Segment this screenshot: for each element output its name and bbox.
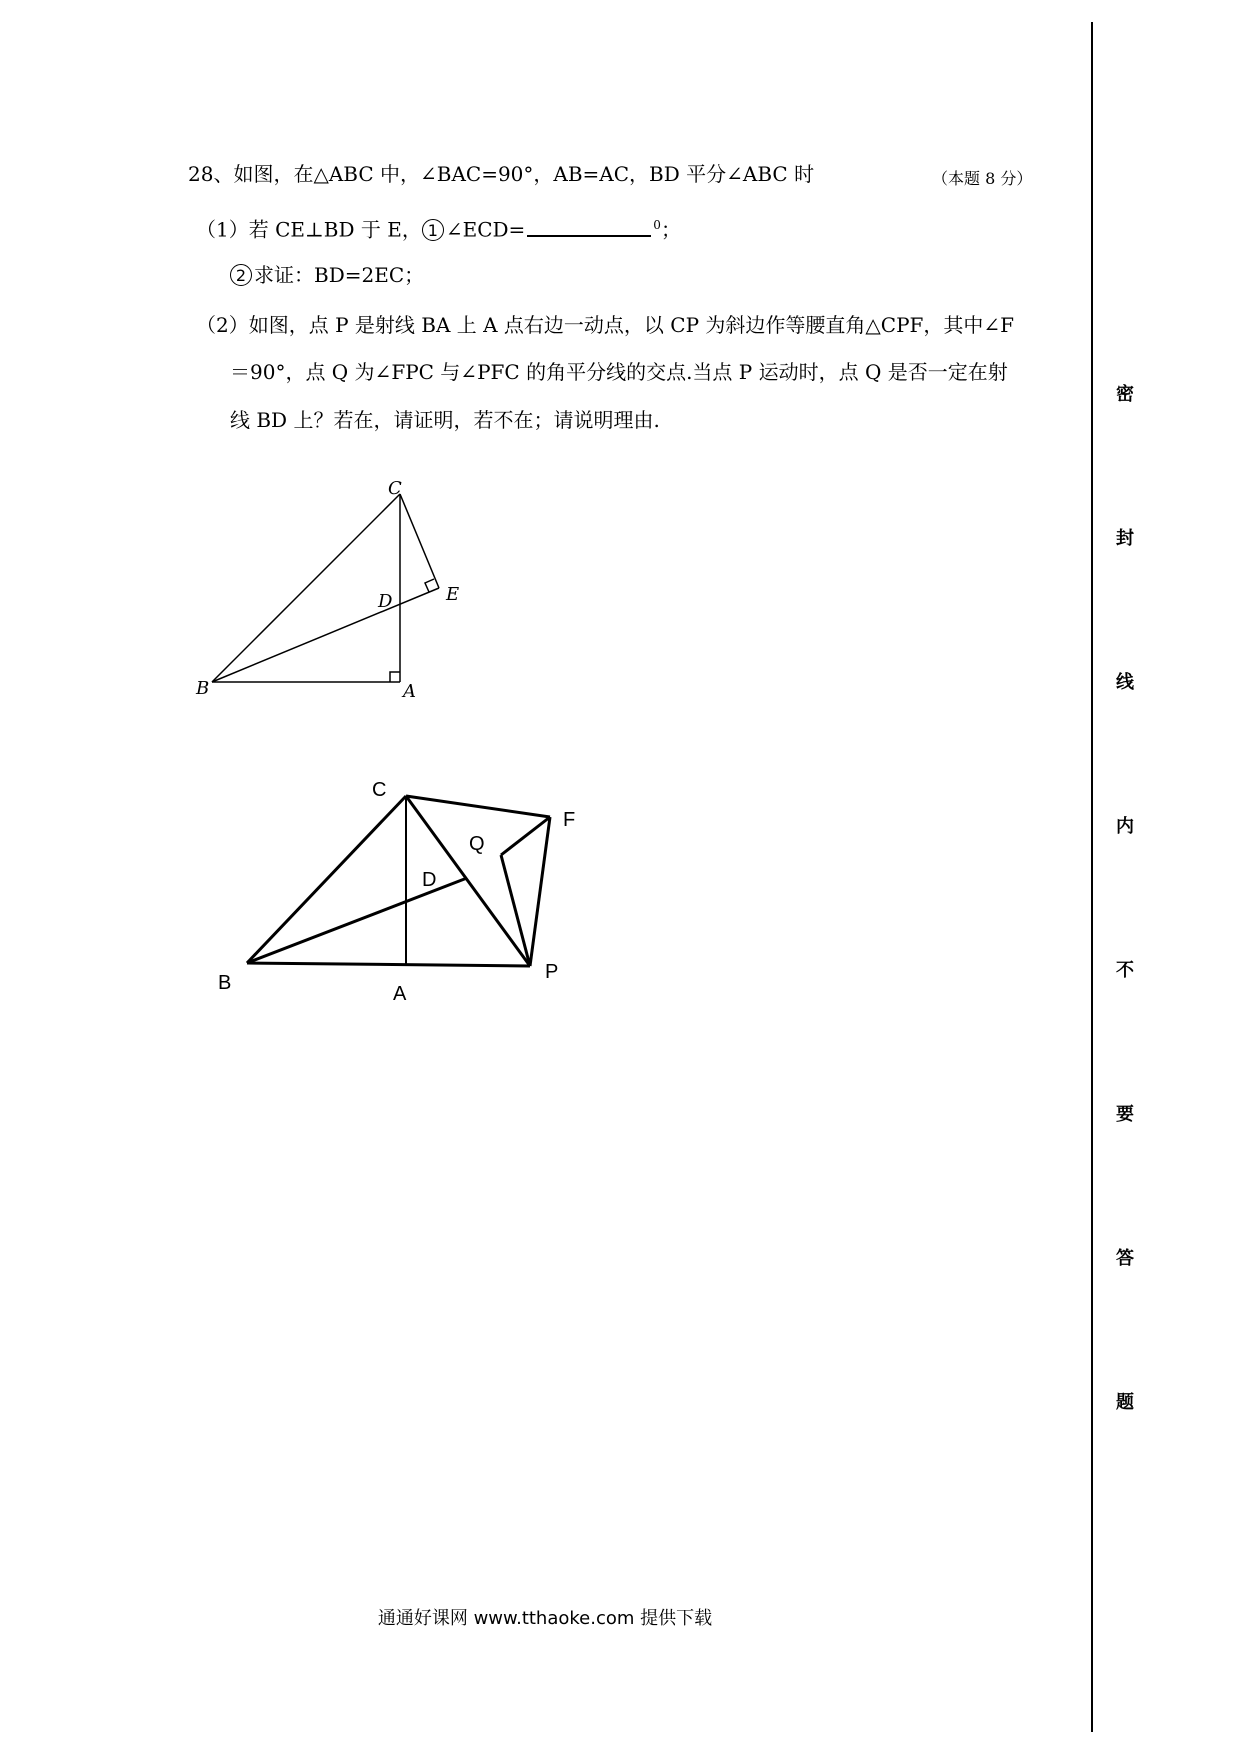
circled-number-1: 1 (422, 219, 444, 241)
sidebar-char-3: 线 (1116, 672, 1134, 693)
sidebar-char-8: 题 (1116, 1392, 1134, 1413)
sidebar-char-2: 封 (1116, 528, 1134, 549)
part1-2-text: 求证：BD=2EC； (254, 263, 425, 287)
part2-line1: （2）如图，点 P 是射线 BA 上 A 点右边一动点，以 CP 为斜边作等腰直角△CPF，其中∠F (196, 313, 1015, 337)
fig2-label-A: A (393, 983, 407, 1005)
fig1-label-A: A (403, 681, 416, 702)
figure-1 (195, 478, 459, 702)
score-note: （本题 8 分） (932, 169, 1033, 188)
fig2-label-C: C (372, 779, 387, 801)
part1-prefix: （1）若 CE⊥BD 于 E， (196, 217, 422, 242)
part1-label: ∠ECD= (445, 217, 526, 242)
fig1-segment-BC (212, 494, 400, 682)
sidebar-char-7: 答 (1116, 1248, 1134, 1269)
sidebar-char-5: 不 (1116, 960, 1134, 981)
fig1-label-C: C (388, 478, 402, 499)
fig1-label-D: D (378, 591, 393, 612)
fig2-segment-BP (247, 963, 530, 966)
fig1-segment-CE (400, 494, 439, 588)
fig2-segment-BC (247, 796, 406, 963)
fig2-segment-FP (530, 817, 550, 966)
sidebar-char-4: 内 (1116, 816, 1134, 837)
fig1-label-B: B (196, 678, 210, 699)
fig2-label-P: P (545, 961, 559, 983)
sidebar-char-6: 要 (1116, 1104, 1134, 1125)
fig2-segment-CF (406, 796, 550, 817)
sidebar-char-1: 密 (1116, 384, 1134, 405)
binding-line (1091, 22, 1093, 1732)
fig1-label-E: E (446, 584, 460, 605)
part2-line3: 线 BD 上？若在，请证明，若不在；请说明理由. (230, 408, 660, 432)
degree-mark: 0 (653, 218, 661, 232)
fig2-label-D: D (422, 869, 437, 891)
part1-end: ； (660, 217, 681, 242)
fig1-segment-BE (212, 588, 439, 682)
problem-title: 28、如图，在△ABC 中，∠BAC=90°，AB=AC，BD 平分∠ABC 时 (188, 162, 815, 186)
page-footer: 通通好课网 www.tthaoke.com 提供下载 (377, 1608, 713, 1629)
fig2-label-B: B (218, 972, 232, 994)
circled-number-2: 2 (230, 264, 252, 286)
figure-2 (218, 779, 575, 1005)
fig2-label-Q: Q (469, 833, 485, 855)
fig2-segment-FQ (501, 817, 550, 855)
fig2-segment-QP (501, 855, 530, 966)
part2-line2: ＝90°，点 Q 为∠FPC 与∠PFC 的角平分线的交点.当点 P 运动时，点 Q 是否一定在射 (230, 360, 1008, 384)
fig2-label-F: F (563, 809, 576, 831)
fig1-right-angle-A (390, 672, 400, 682)
